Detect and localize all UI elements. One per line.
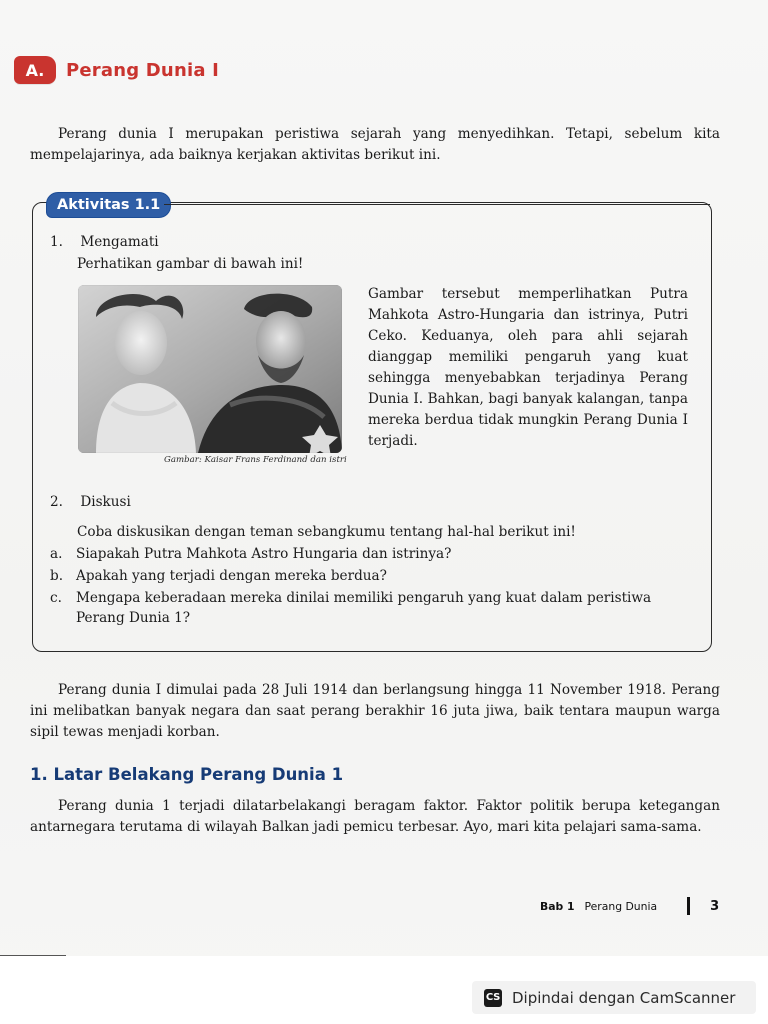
page-footer (540, 897, 719, 915)
activity-item-2-label: Diskusi (80, 494, 131, 510)
historical-photo-image (78, 285, 342, 453)
footer-bab-label: Bab (540, 899, 564, 913)
footer-chapter (540, 900, 575, 913)
historical-photo (78, 285, 342, 453)
page-number: 3 (710, 898, 720, 914)
question-letter: b. (50, 568, 64, 584)
footer-separator (687, 897, 690, 915)
activity-title: Aktivitas 1.1 (46, 192, 171, 218)
photo-caption: Gambar: Kaisar Frans Ferdinand dan istri (164, 455, 347, 465)
activity-title-line (164, 204, 710, 205)
activity-item-1-title (50, 232, 159, 252)
discussion-questions (50, 544, 690, 628)
paragraph-ww1-overview: Perang dunia I dimulai pada 28 Juli 1914 dan berlangsung hingga 11 November 1918. Perang ini melibatkan banyak negara dan saat perang berakhir 16 juta jiwa, baik tentara maupun warga sipil tewas menjadi korban. (30, 682, 720, 740)
discussion-question (50, 566, 690, 586)
camscanner-watermark (472, 981, 756, 1014)
intro-paragraph: Perang dunia I merupakan peristiwa sejarah yang menyedihkan. Tetapi, sebelum kita mempelajarinya, ada baiknya kerjakan aktivitas berikut ini. (30, 126, 720, 163)
activity-item-2-number: 2. (50, 494, 63, 510)
question-letter: c. (50, 590, 62, 606)
question-text: Mengapa keberadaan mereka dinilai memiliki pengaruh yang kuat dalam peristiwa Perang Dunia 1? (76, 590, 652, 626)
camscanner-text: Dipindai dengan CamScanner (512, 988, 736, 1007)
subheading-background: 1. Latar Belakang Perang Dunia 1 (30, 765, 344, 784)
question-text: Siapakah Putra Mahkota Astro Hungaria dan istrinya? (76, 546, 452, 562)
discussion-question (50, 544, 690, 564)
section-badge: A. (14, 56, 56, 84)
footer-chapter-title: Perang Dunia (584, 899, 658, 913)
activity-item-1-instruction: Perhatikan gambar di bawah ini! (77, 256, 304, 272)
activity-item-2-title (50, 492, 131, 512)
question-text: Apakah yang terjadi dengan mereka berdua? (76, 568, 387, 584)
footer-bab-number: 1 (567, 899, 575, 913)
activity-container (32, 184, 712, 654)
section-header (14, 56, 219, 84)
activity-item-2-instruction: Coba diskusikan dengan teman sebangkumu tentang hal-hal berikut ini! (77, 524, 576, 540)
section-title: Perang Dunia I (66, 59, 220, 81)
paragraph-background: Perang dunia 1 terjadi dilatarbelakangi beragam faktor. Faktor politik berupa ketegangan antarnegara terutama di wilayah Balkan jadi pemicu terbesar. Ayo, mari kita pelajari sama-sama. (30, 798, 720, 835)
activity-item-1-number: 1. (50, 234, 63, 250)
discussion-question (50, 588, 690, 628)
camscanner-icon: CS (484, 989, 502, 1007)
photo-description: Gambar tersebut memperlihatkan Putra Mahkota Astro-Hungaria dan istrinya, Putri Ceko. Keduanya, oleh para ahli sejarah dianggap memiliki pengaruh yang kuat sehingga menyebabkan terjadinya Perang Dunia I. Bahkan, bagi banyak kalangan, tanpa mereka berdua tidak mungkin Perang Dunia I terjadi. (368, 286, 688, 449)
question-letter: a. (50, 546, 63, 562)
activity-item-1-label: Mengamati (80, 234, 159, 250)
